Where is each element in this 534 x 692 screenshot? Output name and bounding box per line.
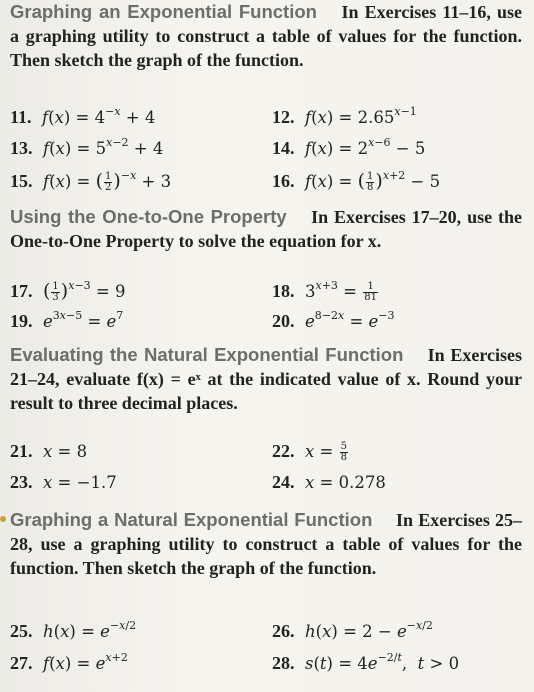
exercise-number: 22. <box>272 441 295 461</box>
exercise-number: 14. <box>272 138 295 158</box>
exercise-expression: $s(t) = 4e^{-2/t}$, t > 0 <box>305 650 460 673</box>
exercise-number: 13. <box>10 138 33 158</box>
exercise-row <box>10 168 522 194</box>
exercise-number: 27. <box>10 653 33 673</box>
exercise-row <box>10 438 522 464</box>
exercise-expression: $f(x) = 5^{x-2} + 4$ <box>43 135 164 158</box>
section-graphing-natural-exponential <box>10 508 522 580</box>
exercise-expression: f(x) = ( $\frac{1}{2}$ )$^{-x}$ + 3 <box>43 168 172 193</box>
exercise-expression: $f(x) = 4^{-x} + 4$ <box>42 104 156 127</box>
exercise-expression: $f(x) = e^{x+2}$ <box>43 650 128 673</box>
exercise-expression: x = −1.7 <box>43 473 117 492</box>
exercise-row <box>10 618 522 644</box>
exercise-number: 17. <box>10 281 33 301</box>
exercise-16 <box>272 168 440 195</box>
section-heading: Using the One-to-One Property <box>10 206 306 227</box>
exercise-28 <box>272 650 459 677</box>
exercise-number: 12. <box>272 107 295 127</box>
exercise-expression: x = 0.278 <box>305 473 386 492</box>
exercise-18 <box>272 278 379 305</box>
exercise-27 <box>10 650 128 677</box>
exercise-number: 15. <box>10 171 33 191</box>
exercise-23 <box>10 469 117 496</box>
exercise-15 <box>10 168 171 195</box>
exercise-expression: x = 8 <box>43 442 88 461</box>
exercise-row <box>10 278 522 304</box>
exercise-expression: $3^{x+3}$ = $\frac{1}{81}$ <box>305 278 377 303</box>
exercise-number: 24. <box>272 472 295 492</box>
section-instructions: In Exercises 11–16, use a graphing utility to construct a table of values for the function. Then sketch the graph of the function. <box>10 2 522 70</box>
section-instructions: In Exercises 21–24, evaluate f(x) = eˣ at the indicated value of x. Round your result to three decimal places. <box>10 345 522 413</box>
exercise-17 <box>10 278 125 305</box>
exercise-number: 21. <box>10 441 33 461</box>
exercise-number: 26. <box>272 621 295 641</box>
exercise-expression: $e^{3x-5} = e^7$ <box>43 308 124 331</box>
section-instructions: In Exercises 25–28, use a graphing utility to construct a table of values for the function. Then sketch the graph of the function. <box>10 510 523 578</box>
exercise-expression: ( $\frac{1}{3}$ )$^{x-3}$ = 9 <box>43 278 126 303</box>
exercise-row <box>10 135 522 161</box>
exercise-expression: $h(x) = e^{-x/2}$ <box>43 618 137 641</box>
exercise-26 <box>272 618 433 645</box>
exercise-24 <box>272 469 386 496</box>
exercise-number: 16. <box>272 171 295 191</box>
section-bullet-icon <box>0 516 6 522</box>
exercise-expression: x = $\frac{5}{8}$ <box>305 441 348 463</box>
exercise-number: 25. <box>10 621 33 641</box>
exercise-row <box>10 469 522 495</box>
exercise-row <box>10 308 522 334</box>
section-heading: Evaluating the Natural Exponential Function <box>10 344 422 365</box>
section-heading: Graphing a Natural Exponential Function <box>10 509 391 530</box>
exercise-expression: $e^{8-2x} = e^{-3}$ <box>305 308 395 331</box>
exercise-13 <box>10 135 163 162</box>
exercise-number: 18. <box>272 281 295 301</box>
exercise-expression: f(x) = ( $\frac{1}{8}$ )$^{x+2}$ − 5 <box>305 168 441 193</box>
exercise-number: 20. <box>272 311 295 331</box>
exercise-expression: $h(x) = 2 - e^{-x/2}$ <box>305 618 433 641</box>
exercise-19 <box>10 308 123 335</box>
exercise-expression: $f(x) = 2.65^{x-1}$ <box>305 104 417 127</box>
exercise-expression: $f(x) = 2^{x-6} - 5$ <box>305 135 426 158</box>
exercise-number: 28. <box>272 653 295 673</box>
exercise-number: 11. <box>10 107 32 127</box>
exercise-21 <box>10 438 87 465</box>
section-instructions: In Exercises 17–20, use the One-to-One Property to solve the equation for x. <box>10 207 522 251</box>
section-heading: Graphing an Exponential Function <box>10 1 336 22</box>
exercise-20 <box>272 308 395 335</box>
exercise-12 <box>272 104 417 131</box>
exercise-number: 23. <box>10 472 33 492</box>
section-graphing-exponential <box>10 0 522 72</box>
section-natural-exponential <box>10 343 522 415</box>
exercise-number: 19. <box>10 311 33 331</box>
exercise-25 <box>10 618 136 645</box>
exercise-row <box>10 650 522 676</box>
section-one-to-one <box>10 205 522 253</box>
exercise-11 <box>10 104 155 131</box>
exercise-14 <box>272 135 425 162</box>
exercise-row <box>10 104 522 130</box>
exercise-22 <box>272 438 349 465</box>
